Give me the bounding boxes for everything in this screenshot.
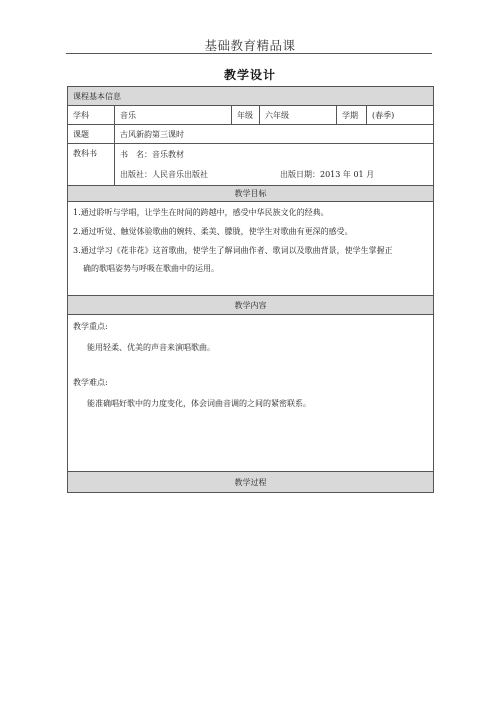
grade-value: 六年级 [260,106,337,125]
book-name: 书 名：音乐教材 [120,149,184,159]
key-point-label: 教学重点: [73,322,108,331]
lesson-plan-table [67,86,434,493]
content-cell [68,315,434,472]
grade-label: 年级 [232,106,260,125]
difficulty-label: 教学难点: [73,378,108,387]
goals-cell [68,202,434,296]
header-rule [66,53,432,54]
basic-info-header: 课程基本信息 [68,87,434,106]
textbook-info [115,144,434,186]
process-header: 教学过程 [68,472,434,493]
subject-value: 音乐 [115,106,232,125]
goal-item: 2.通过听觉、触觉体验歌曲的婉转、柔美、朦胧，使学生对歌曲有更深的感受。 [73,227,353,236]
key-point-text: 能用轻柔、优美的声音来演唱歌曲。 [87,343,215,352]
difficulty-text: 能准确唱好歌中的力度变化，体会词曲音调的之间的紧密联系。 [87,399,311,408]
goals-header: 教学目标 [68,186,434,202]
publish-date: 出版日期：2013 年 01 月 [280,169,375,179]
document-title: 教学设计 [223,68,276,82]
topic-value: 古风新韵第三课时 [115,125,434,144]
subject-label: 学科 [68,106,115,125]
header-title: 基础教育精品课 [204,38,296,53]
term-value: (春季) [367,106,434,125]
goal-item: 1.通过聆听与学唱，让学生在时间的跨越中，感受中华民族文化的经典。 [73,208,329,217]
publisher: 出版社：人民音乐出版社 [120,169,208,179]
term-label: 学期 [337,106,367,125]
goal-item-continued: 确的歌唱姿势与呼吸在歌曲中的运用。 [83,264,219,273]
textbook-label: 教科书 [68,144,115,186]
goal-item: 3.通过学习《花非花》这首歌曲，使学生了解词曲作者、歌词以及歌曲背景，使学生掌握正 [73,246,393,255]
topic-label: 课题 [68,125,115,144]
content-header: 教学内容 [68,296,434,315]
